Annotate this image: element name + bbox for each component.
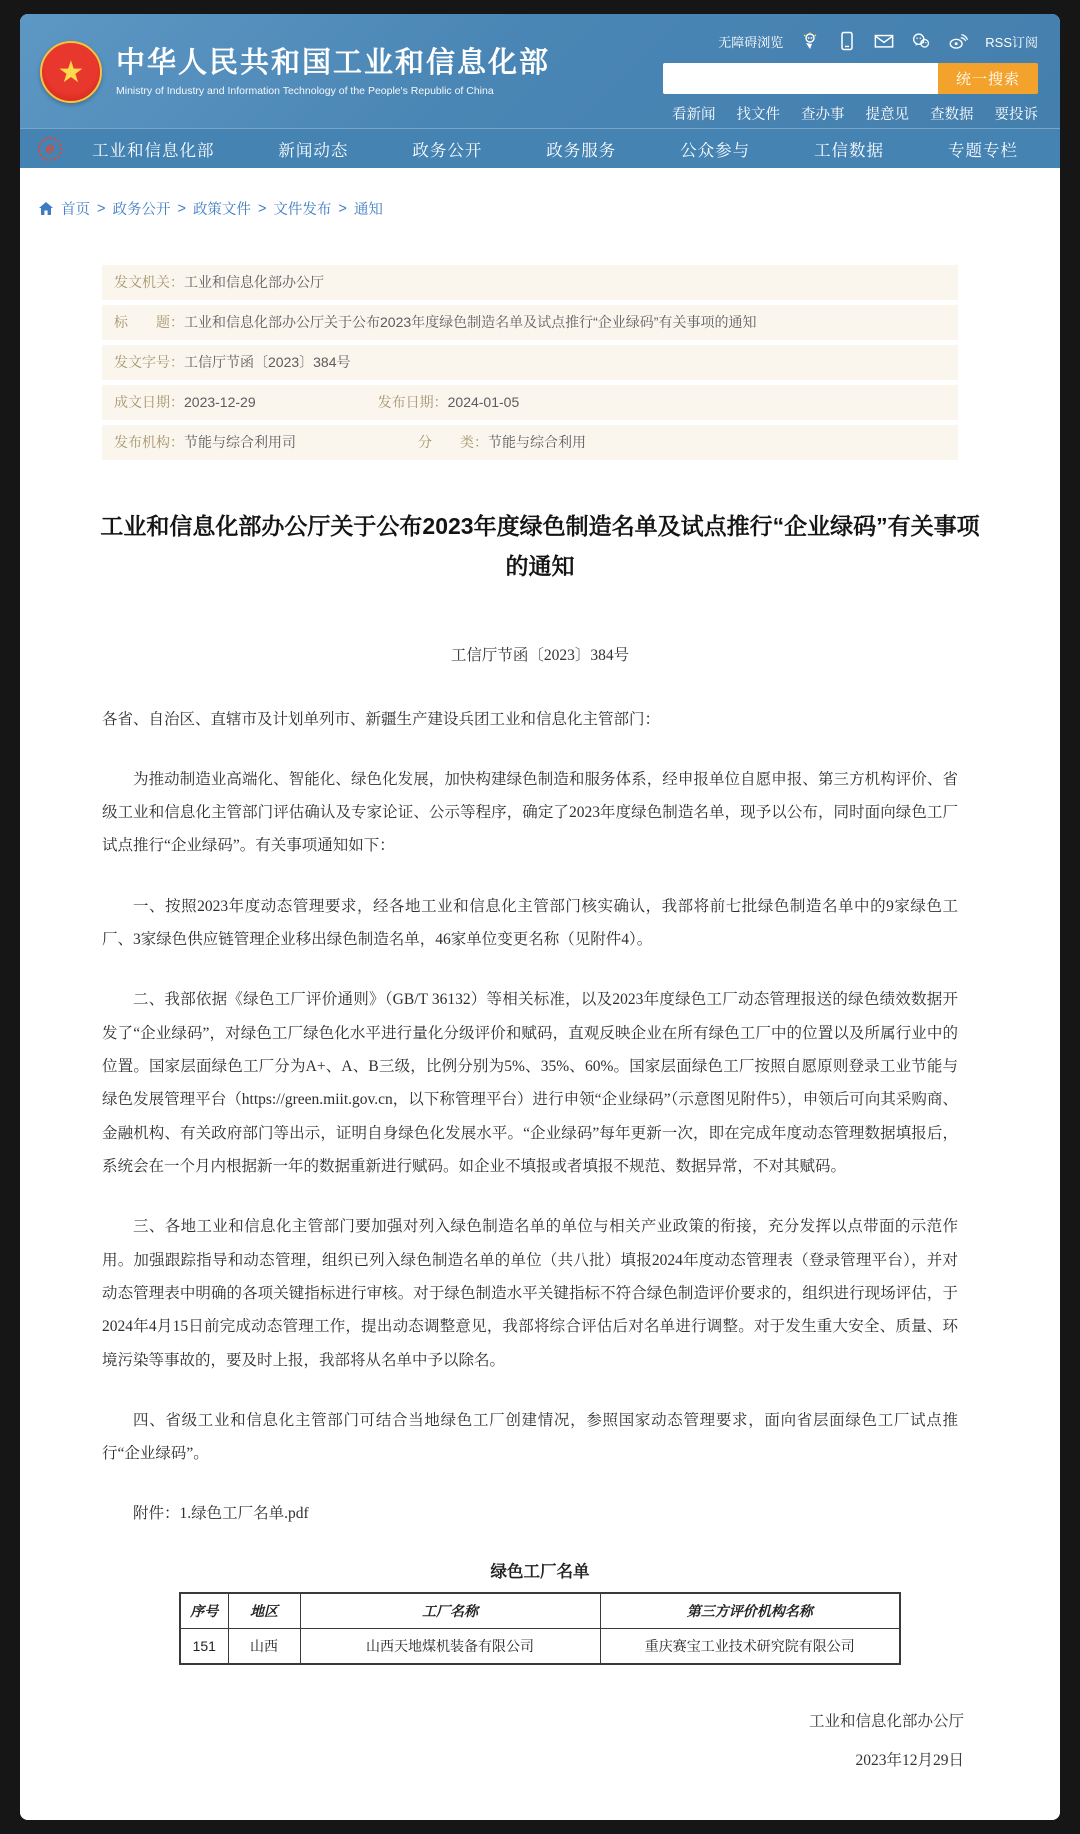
meta-dates [102,385,958,420]
meta-value: 2023-12-29 [184,394,256,410]
meta-publisher [102,425,958,460]
breadcrumb-policy-files[interactable]: 政策文件 [192,202,251,218]
paragraph-intro: 为推动制造业高端化、智能化、绿色化发展，加快构建绿色制造和服务体系，经申报单位自愿申报、第三方机构评价、省级工业和信息化主管部门评估确认及专家论证、公示等程序，确定了2023年度绿色制造名单，现予以公布，同时面向绿色工厂试点推行“企业绿码”。有关事项通知如下： [102,770,958,855]
meta-value: 工业和信息化部办公厅关于公布2023年度绿色制造名单及试点推行“企业绿码”有关事项的通知 [184,314,757,330]
table-header-factory: 工厂名称 [300,1593,600,1629]
assistant-robot-icon[interactable] [800,31,820,51]
breadcrumb-home[interactable]: 首页 [61,202,90,218]
meta-label: 发布日期： [377,394,448,410]
document-body [102,703,958,1531]
cell-evaluator: 重庆赛宝工业技术研究院有限公司 [600,1628,900,1664]
quick-link-feedback[interactable]: 提意见 [865,107,909,123]
breadcrumb-separator: > [177,200,186,217]
meta-label: 发布机构： [114,434,184,450]
meta-label: 发文字号： [114,354,184,370]
search-bar [663,63,1038,94]
meta-value: 工信厅节函〔2023〕384号 [184,354,351,370]
meta-label: 发文机关： [114,274,184,290]
breadcrumb-file-release[interactable]: 文件发布 [273,202,332,218]
table-row [180,1628,900,1664]
page [20,14,1060,1820]
utility-bar [718,28,1038,54]
search-input[interactable] [663,63,938,94]
nav-items [92,137,1032,161]
paragraph-item-3: 三、各地工业和信息化主管部门要加强对列入绿色制造名单的单位与相关产业政策的衔接，充分发挥以点带面的示范作用。加强跟踪指导和动态管理，组织已列入绿色制造名单的单位（共八批）填报2024年度动态管理表（登录管理平台），并对动态管理表中明确的各项关键指标进行审核。对于绿色制造水平关键指标不符合绿色制造评价要求的，组织进行现场评估，于2024年4月15日前完成动态管理工作，提出动态调整意见，我部将综合评估后对名单进行调整。对于发生重大安全、质量、环境污染等事故的，要及时上报，我部将从名单中予以除名。 [102,1218,958,1369]
paragraph-item-1: 一、按照2023年度动态管理要求，经各地工业和信息化主管部门核实确认，我部将前七批绿色制造名单中的9家绿色工厂、3家绿色供应链管理企业移出绿色制造名单，46家单位变更名称（见附件4）。 [102,897,958,949]
quick-link-files[interactable]: 找文件 [736,107,780,123]
search-button[interactable]: 统一搜索 [938,63,1038,94]
document-title: 工业和信息化部办公厅关于公布2023年度绿色制造名单及试点推行“企业绿码”有关事项的通知 [100,513,980,580]
breadcrumb-notice[interactable]: 通知 [353,202,383,218]
table-header-no: 序号 [180,1593,228,1629]
meta-doc-number [102,345,958,380]
breadcrumb [20,168,1060,219]
signature-date: 2023年12月29日 [855,1751,964,1769]
signature-org: 工业和信息化部办公厅 [808,1712,964,1730]
brand-text [116,47,550,96]
signature-block [20,1703,1060,1781]
paragraph-item-2: 二、我部依据《绿色工厂评价通则》（GB/T 36132）等相关标准，以及2023年度绿色工厂动态管理报送的绿色绩效数据开发了“企业绿码”，对绿色工厂绿色化水平进行量化分级评价和赋码，直观反映企业在所有绿色工厂中的位置以及所属行业中的位置。国家层面绿色工厂分为A+、A、B三级，比例分别为5%、35%、60%。国家层面绿色工厂按照自愿原则登录工业节能与绿色发展管理平台（https://green.miit.gov.cn，以下称管理平台）进行申领“企业绿码”（示意图见附件5），申领后可向其采购商、金融机构、有关政府部门等出示，证明自身绿色化发展水平。“企业绿码”每年更新一次，即在完成年度动态管理数据填报后，系统会在一个月内根据新一年的数据重新进行赋码。如企业不填报或者填报不规范、数据异常，不对其赋码。 [102,991,958,1175]
breadcrumb-gov-open[interactable]: 政务公开 [112,202,171,218]
quick-link-services[interactable]: 查办事 [801,107,845,123]
meta-value: 节能与综合利用司 [184,434,296,450]
meta-title [102,305,958,340]
meta-value: 2024-01-05 [447,394,520,410]
national-emblem-icon: ★ [40,41,102,103]
nav-item-gov-service[interactable]: 政务服务 [546,141,617,160]
mail-icon[interactable] [874,31,894,51]
attachment-link[interactable]: 附件：1.绿色工厂名单.pdf [133,1505,309,1523]
site-header [20,14,1060,128]
meta-value: 节能与综合利用 [488,434,586,450]
nav-item-news[interactable]: 新闻动态 [278,141,349,160]
main-nav [20,128,1060,168]
content [20,168,1060,1820]
meta-label: 标 题： [114,314,184,330]
nav-item-data[interactable]: 工信数据 [814,141,885,160]
table-header-evaluator: 第三方评价机构名称 [600,1593,900,1629]
site-title: 中华人民共和国工业和信息化部 [116,47,551,80]
breadcrumb-separator: > [338,200,347,217]
meta-value: 工业和信息化部办公厅 [184,274,324,290]
weibo-icon[interactable] [948,31,968,51]
breadcrumb-separator: > [257,200,267,217]
brand[interactable] [40,40,550,104]
nav-item-gov-open[interactable]: 政务公开 [412,141,483,160]
quick-link-data[interactable]: 查数据 [930,107,974,123]
site-subtitle-en: Ministry of Industry and Information Technology of the People's Republic of China [116,84,494,97]
table-header-region: 地区 [228,1593,300,1629]
quick-link-news[interactable]: 看新闻 [672,107,716,123]
miit-gear-logo-icon[interactable]: e [38,137,62,161]
mobile-icon[interactable] [837,31,857,51]
document-number: 工信厅节函〔2023〕384号 [450,646,630,664]
quick-link-complaint[interactable]: 要投诉 [994,107,1038,123]
green-factory-table [179,1592,901,1665]
meta-issuing-agency [102,265,958,300]
document-meta [102,265,958,460]
nav-item-miit[interactable]: 工业和信息化部 [92,141,215,160]
header-right [663,14,1038,128]
table-header-row [180,1593,900,1629]
meta-label: 分 类： [418,434,488,450]
nav-item-topics[interactable]: 专题专栏 [947,141,1018,160]
accessibility-link[interactable]: 无障碍浏览 [718,34,784,50]
quick-links [672,103,1038,124]
nav-item-participation[interactable]: 公众参与 [680,141,751,160]
meta-label: 成文日期： [114,394,184,410]
cell-region: 山西 [228,1628,300,1664]
home-icon[interactable] [38,201,54,216]
rss-link[interactable]: RSS订阅 [985,34,1038,50]
table-caption: 绿色工厂名单 [490,1562,590,1581]
cell-no: 151 [180,1628,228,1664]
salutation: 各省、自治区、直辖市及计划单列市、新疆生产建设兵团工业和信息化主管部门： [102,710,661,728]
paragraph-item-4: 四、省级工业和信息化主管部门可结合当地绿色工厂创建情况，参照国家动态管理要求，面向省层面绿色工厂试点推行“企业绿码”。 [102,1411,958,1463]
wechat-icon[interactable] [911,31,931,51]
cell-factory: 山西天地煤机装备有限公司 [300,1628,600,1664]
breadcrumb-separator: > [97,200,106,217]
